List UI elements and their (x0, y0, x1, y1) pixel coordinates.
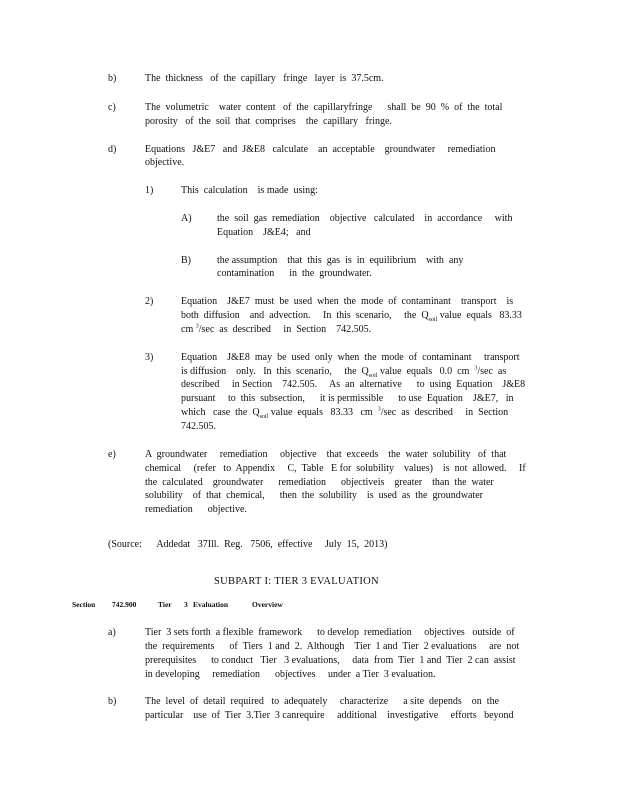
tier3-item-a-line-4: in developing remediation objectives under a Tier 3 evaluation. (145, 669, 436, 680)
tier3-item-b-label: b) (108, 696, 117, 707)
item-d3-line-5: which case the $Q_{soil}$ value equals 83.33 cm $^3$/sec as described in Section (181, 406, 509, 420)
item-d1a-label: A) (181, 213, 192, 224)
item-c-line-1: The volumetric water content of the capillaryfringe shall be 90 % of the total (145, 102, 503, 113)
item-d1a-line-2: Equation J&E4; and (217, 227, 311, 238)
item-c-label: c) (108, 102, 116, 113)
tier3-item-b-line-1: The level of detail required to adequately characterize a site depends on the (145, 696, 500, 707)
item-d3-line-3: described in Section 742.505. As an alternative to using Equation J&E8 (181, 379, 526, 390)
tier3-item-a-line-1: Tier 3 sets forth a flexible framework to develop remediation objectives outside of (145, 627, 515, 638)
item-d1a-line-1: the soil gas remediation objective calculated in accordance with (217, 213, 513, 224)
item-b-label: b) (108, 73, 117, 84)
item-d-line-1: Equations J&E7 and J&E8 calculate an acceptable groundwater remediation (145, 144, 496, 155)
item-d1b-label: B) (181, 255, 191, 266)
item-d2-label: 2) (145, 296, 154, 307)
tier3-item-b-line-2: particular use of Tier 3.Tier 3 canrequire additional investigative efforts beyond (145, 710, 514, 721)
item-d2-line-2: both diffusion and advection. In this scenario, the $Q_{soil}$ value equals 83.33 (181, 310, 522, 323)
item-e-line-3: the calculated groundwater remediation objectiveis greater than the water (145, 477, 494, 488)
item-c-line-2: porosity of the soil that comprises the capillary fringe. (145, 116, 392, 127)
tier3-item-a-line-3: prerequisites to conduct Tier 3 evaluations, data from Tier 1 and Tier 2 can assist (145, 655, 516, 666)
item-e-line-4: solubility of that chemical, then the solubility is used as the groundwater (145, 490, 483, 501)
section-number: 742.900 (112, 600, 137, 609)
section-label: Section (72, 600, 96, 609)
item-d-line-2: objective. (145, 157, 185, 168)
item-d3-line-2: is diffusion only. In this scenario, the $Q_{soil}$ value equals 0.0 cm $^3$/sec as (181, 365, 507, 379)
item-d3-label: 3) (145, 352, 154, 363)
item-e-line-2: chemical (refer to Appendix C, Table E for solubility values) is not allowed. If (145, 463, 526, 474)
tier3-item-a-line-2: the requirements of Tiers 1 and 2. Although Tier 1 and Tier 2 evaluations are not (145, 641, 520, 652)
item-d1b-line-1: the assumption that this gas is in equilibrium with any (217, 255, 464, 266)
item-d3-line-1: Equation J&E8 may be used only when the mode of contaminant transport (181, 352, 520, 363)
source-note: (Source: Addedat 37Ill. Reg. 7506, effective July 15, 2013) (108, 539, 388, 550)
item-d2-line-3: cm $^3$/sec as described in Section 742.505. (181, 323, 372, 335)
tier3-item-a-label: a) (108, 627, 116, 638)
item-d3-line-4: pursuant to this subsection, it is permissible to use Equation J&E7, in (181, 393, 514, 404)
section-overview-word: Overview (252, 600, 283, 609)
item-b-text: The thickness of the capillary fringe layer is 37.5cm. (145, 73, 384, 84)
section-evaluation-word: Evaluation (193, 600, 229, 609)
item-e-line-1: A groundwater remediation objective that exceeds the water solubility of that (145, 449, 507, 460)
section-tier-word: Tier (158, 600, 172, 609)
subpart-heading: SUBPART I: TIER 3 EVALUATION (214, 576, 379, 587)
item-d1-label: 1) (145, 185, 154, 196)
item-d-label: d) (108, 144, 117, 155)
item-d1b-line-2: contamination in the groundwater. (217, 268, 372, 279)
item-d3-line-6: 742.505. (181, 421, 216, 432)
item-e-label: e) (108, 449, 116, 460)
item-d2-line-1: Equation J&E7 must be used when the mode of contaminant transport is (181, 296, 514, 307)
section-tier-number: 3 (184, 600, 188, 609)
item-e-line-5: remediation objective. (145, 504, 247, 515)
item-d1-text: This calculation is made using: (181, 185, 318, 196)
